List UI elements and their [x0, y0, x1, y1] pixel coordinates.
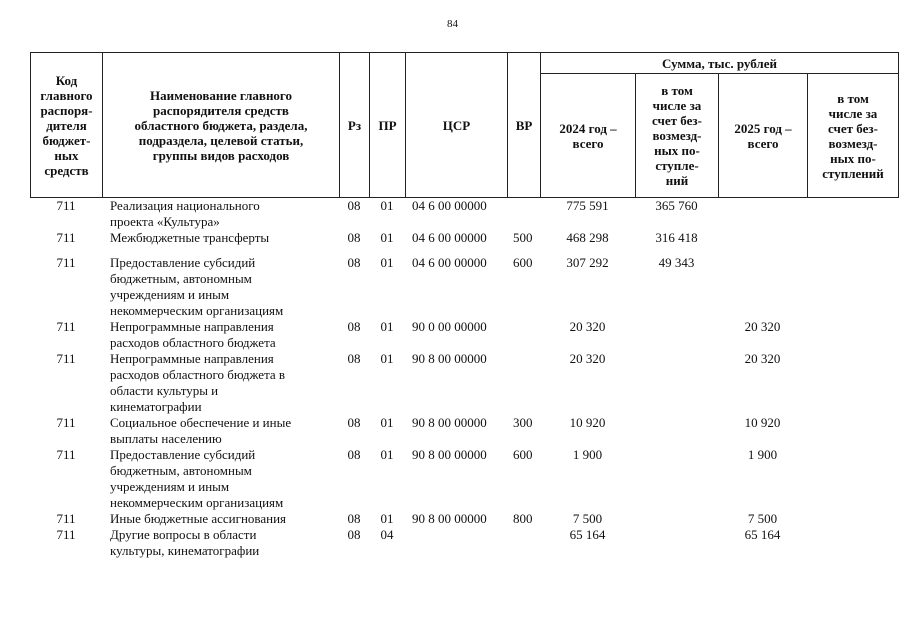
cell-name: Межбюджетные трансферты: [110, 230, 270, 245]
cell-kod: 711: [56, 351, 76, 366]
cell-vr: 600: [513, 447, 533, 462]
cell-vr: 500: [513, 230, 533, 245]
cell-kod: 711: [56, 447, 76, 462]
cell-2024-gratuitous: [635, 415, 718, 447]
cell-2024-gratuitous: [635, 447, 718, 511]
cell-kod: 711: [56, 230, 76, 245]
cell-csr: 90 8 00 00000: [412, 351, 487, 366]
cell-2024-total: 20 320: [569, 319, 606, 334]
cell-2024-total: 307 292: [566, 255, 609, 270]
cell-rz: 08: [347, 415, 361, 430]
cell-pr: 01: [380, 319, 394, 334]
table-row: [30, 319, 898, 351]
header-2025-gratuitous: в том числе за счет без- возмезд- ных по- ступлений: [808, 74, 899, 198]
cell-csr: 04 6 00 00000: [412, 198, 487, 213]
header-2024-total: 2024 год – всего: [541, 74, 636, 198]
cell-2025-gratuitous: [807, 511, 898, 527]
header-pr: ПР: [370, 53, 406, 198]
cell-2025-total: [718, 255, 807, 319]
table-row: [30, 511, 898, 527]
cell-vr: 800: [513, 511, 533, 526]
cell-2025-total: 20 320: [744, 351, 781, 366]
cell-pr: 01: [380, 351, 394, 366]
cell-2025-total: 10 920: [744, 415, 781, 430]
cell-2025-total: [718, 230, 807, 246]
cell-kod: 711: [56, 415, 76, 430]
cell-2025-total: 65 164: [744, 527, 781, 542]
cell-pr: 01: [380, 415, 394, 430]
cell-name: Реализация национального проекта «Культура»: [110, 198, 260, 229]
header-vr: ВР: [508, 53, 541, 198]
cell-rz: 08: [347, 351, 361, 366]
header-kod: Код главного распоря- дителя бюджет- ных средств: [31, 53, 103, 198]
cell-2025-total: 20 320: [744, 319, 781, 334]
page-number: 84: [447, 18, 458, 30]
cell-kod: 711: [56, 527, 76, 542]
cell-vr: 600: [513, 255, 533, 270]
cell-name: Предоставление субсидий бюджетным, автономным учреждениям и иным некоммерческим организациям: [110, 255, 284, 318]
cell-2024-total: 775 591: [566, 198, 609, 213]
cell-pr: 04: [380, 527, 394, 542]
cell-kod: 711: [56, 255, 76, 270]
table-row: [30, 351, 898, 415]
cell-2025-gratuitous: [807, 319, 898, 351]
header-rz: Рз: [340, 53, 370, 198]
cell-2025-gratuitous: [807, 230, 898, 246]
cell-2025-gratuitous: [807, 255, 898, 319]
cell-2025-total: 1 900: [747, 447, 778, 462]
cell-2024-total: 65 164: [569, 527, 606, 542]
header-name: Наименование главного распорядителя средств областного бюджета, раздела, подраздела, целевой статьи, группы видов расходов: [103, 53, 340, 198]
table-row: [30, 198, 898, 230]
cell-2025-gratuitous: [807, 351, 898, 415]
cell-2024-total: 1 900: [572, 447, 603, 462]
cell-vr: [507, 198, 540, 230]
cell-csr: 04 6 00 00000: [412, 255, 487, 270]
cell-name: Непрограммные направления расходов областного бюджета: [110, 319, 276, 350]
cell-name: Иные бюджетные ассигнования: [110, 511, 287, 526]
table-row: [30, 230, 898, 246]
cell-kod: 711: [56, 198, 76, 213]
cell-vr: [507, 351, 540, 415]
table-body: [30, 198, 898, 559]
cell-csr: 90 8 00 00000: [412, 511, 487, 526]
cell-2024-gratuitous: [635, 511, 718, 527]
cell-pr: 01: [380, 255, 394, 270]
cell-pr: 01: [380, 198, 394, 213]
header-summa: Сумма, тыс. рублей: [541, 53, 899, 74]
cell-rz: 08: [347, 511, 361, 526]
cell-kod: 711: [56, 511, 76, 526]
cell-2024-gratuitous: [635, 351, 718, 415]
cell-pr: 01: [380, 230, 394, 245]
cell-csr: [405, 527, 507, 559]
cell-2024-gratuitous: 49 343: [658, 255, 695, 270]
cell-name: Предоставление субсидий бюджетным, автономным учреждениям и иным некоммерческим организациям: [110, 447, 284, 510]
cell-2024-gratuitous: 365 760: [655, 198, 698, 213]
cell-2024-gratuitous: 316 418: [655, 230, 698, 245]
cell-2025-total: [718, 198, 807, 230]
cell-csr: 90 8 00 00000: [412, 447, 487, 462]
cell-kod: 711: [56, 319, 76, 334]
cell-name: Другие вопросы в области культуры, кинематографии: [110, 527, 260, 558]
cell-pr: 01: [380, 511, 394, 526]
cell-rz: 08: [347, 527, 361, 542]
cell-2024-total: 20 320: [569, 351, 606, 366]
cell-2024-total: 7 500: [572, 511, 603, 526]
cell-vr: [507, 319, 540, 351]
cell-vr: [507, 527, 540, 559]
header-2025-total: 2025 год – всего: [719, 74, 808, 198]
cell-2025-gratuitous: [807, 198, 898, 230]
cell-csr: 90 8 00 00000: [412, 415, 487, 430]
cell-pr: 01: [380, 447, 394, 462]
cell-rz: 08: [347, 447, 361, 462]
cell-2025-gratuitous: [807, 415, 898, 447]
table-row: [30, 527, 898, 559]
cell-csr: 04 6 00 00000: [412, 230, 487, 245]
cell-name: Непрограммные направления расходов областного бюджета в области культуры и кинематографии: [110, 351, 286, 414]
cell-2024-gratuitous: [635, 527, 718, 559]
cell-2025-gratuitous: [807, 527, 898, 559]
cell-vr: 300: [513, 415, 533, 430]
cell-2024-total: 10 920: [569, 415, 606, 430]
table-row: [30, 255, 898, 319]
cell-2024-gratuitous: [635, 319, 718, 351]
cell-rz: 08: [347, 255, 361, 270]
table-header: [30, 52, 899, 198]
header-2024-gratuitous: в том числе за счет без- возмезд- ных по- ступле- ний: [636, 74, 719, 198]
header-csr: ЦСР: [406, 53, 508, 198]
cell-csr: 90 0 00 00000: [412, 319, 487, 334]
cell-name: Социальное обеспечение и иные выплаты населению: [110, 415, 292, 446]
table-row: [30, 447, 898, 511]
cell-rz: 08: [347, 230, 361, 245]
row-spacer: [30, 246, 898, 255]
cell-2025-total: 7 500: [747, 511, 778, 526]
cell-2024-total: 468 298: [566, 230, 609, 245]
table-row: [30, 415, 898, 447]
cell-rz: 08: [347, 319, 361, 334]
cell-2025-gratuitous: [807, 447, 898, 511]
cell-rz: 08: [347, 198, 361, 213]
